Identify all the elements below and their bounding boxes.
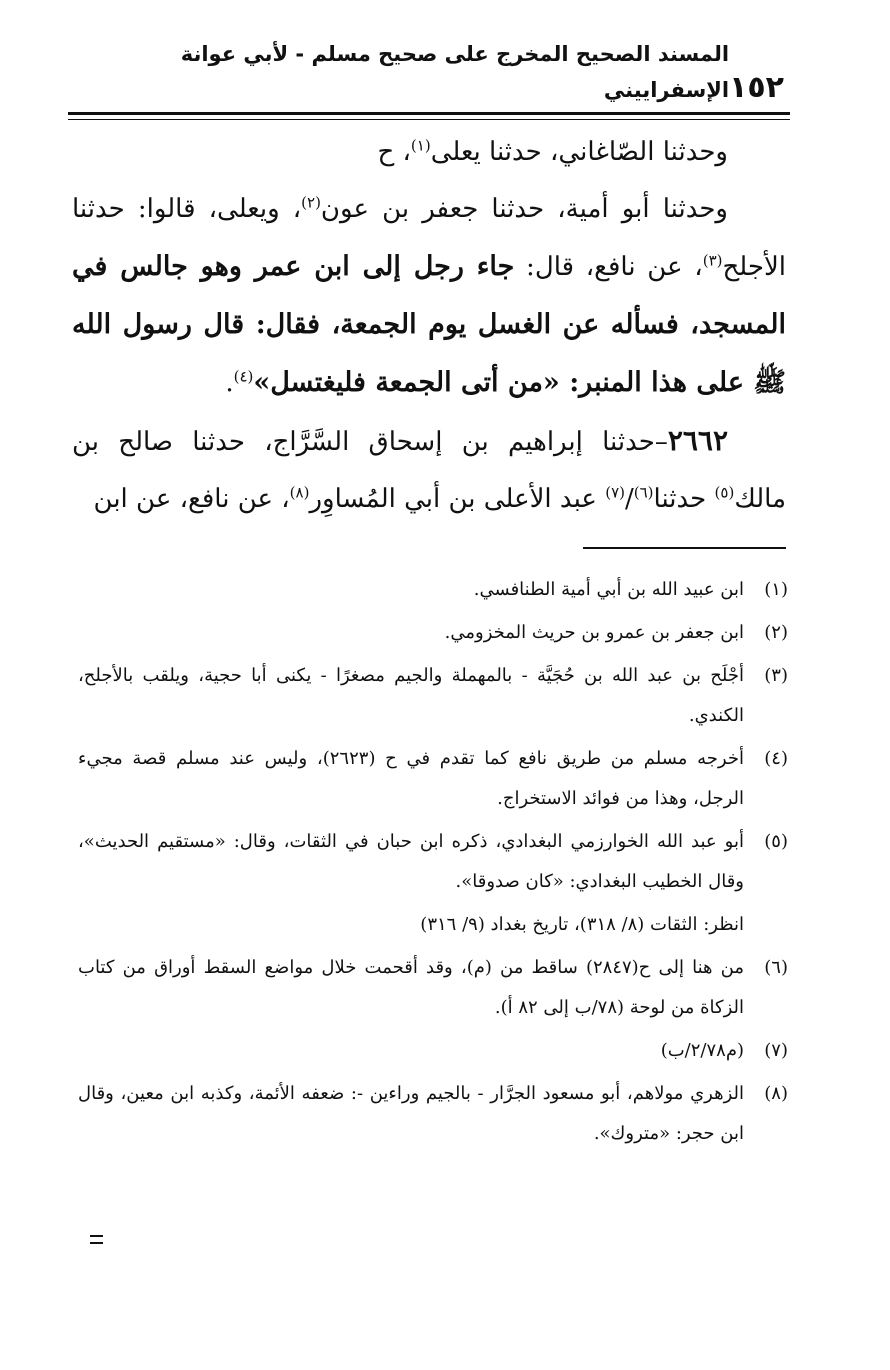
footnote-number: (٧) <box>764 1040 788 1061</box>
text-run: وحدثنا الصّاغاني، حدثنا يعلى <box>430 137 728 167</box>
footnote-text: أخرجه مسلم من طريق نافع كما تقدم في ح (٢٦٢٣)، وليس عند مسلم قصة مجيء الرجل، وهذا من فوائد الاستخراج. <box>78 748 744 809</box>
paragraph-1 <box>72 124 786 181</box>
text-run: / <box>624 484 634 514</box>
footnote-2 <box>78 613 788 653</box>
page-number: ١٥٢ <box>729 70 784 105</box>
footnote-ref-2[interactable]: (٢) <box>301 193 321 212</box>
footnote-1 <box>78 570 788 610</box>
footnote-number: (٦) <box>764 957 788 978</box>
footnote-text: أبو عبد الله الخوارزمي البغدادي، ذكره ابن حبان في الثقات، وقال: «مستقيم الحديث»، وقال الخطيب البغدادي: «كان صدوقا». <box>78 831 744 892</box>
hadith-number: ٢٦٦٢ <box>667 424 728 457</box>
footnote-text: من هنا إلى ح(٢٨٤٧) ساقط من (م)، وقد أقحمت خلال مواضع السقط أوراق من كتاب الزكاة من لوحة (٧٨/ب إلى ٨٢ أ). <box>78 957 744 1018</box>
paragraph-2 <box>72 181 786 412</box>
text-run: –حدثنا إبراهيم بن إسحاق السَّرَّاج، حدثنا صالح بن مالك <box>72 427 786 514</box>
hadith-text: جاء رجل إلى ابن عمر وهو جالس في المسجد، فسأله عن الغسل يوم الجمعة، فقال: قال رسول الله ﷺ على هذا المنبر: «من أتى الجمعة فليغتسل» <box>72 251 786 398</box>
footnote-ref-4[interactable]: (٤) <box>233 367 254 386</box>
footnote-5-reference: انظر: الثقات (٨/ ٣١٨)، تاريخ بغداد (٩/ ٣١٦) <box>420 914 744 935</box>
footnotes <box>78 570 788 1157</box>
footnote-ref-5[interactable]: (٥) <box>714 483 735 502</box>
footnote-number: (١) <box>764 579 788 600</box>
running-title: المسند الصحيح المخرج على صحيح مسلم - لأبي عوانة الإسفراييني <box>180 42 730 102</box>
text-run: . <box>225 368 234 398</box>
text-run: عبد الأعلى بن أبي المُساوِر <box>309 484 606 514</box>
footnote-separator <box>583 547 786 549</box>
paragraph-3 <box>72 412 786 528</box>
page-header <box>70 42 790 108</box>
header-rule-thick <box>68 112 790 115</box>
footnote-7 <box>78 1031 788 1071</box>
footnote-number: (٣) <box>764 665 788 686</box>
end-mark <box>90 1235 103 1244</box>
text-run: ، عن نافع، قال: <box>514 252 703 282</box>
footnote-text: (م٢/٧٨/ب) <box>660 1040 744 1061</box>
footnote-ref-3[interactable]: (٣) <box>702 251 723 270</box>
footnote-text: ابن عبيد الله بن أبي أمية الطنافسي. <box>473 579 744 600</box>
footnote-ref-1[interactable]: (١) <box>410 136 431 155</box>
text-run: ، ح <box>377 137 411 167</box>
footnote-ref-6[interactable]: (٦) <box>633 483 654 502</box>
text-run: ، ويعلى، قالوا: حدثنا الأجلح <box>72 194 786 282</box>
footnote-6 <box>78 948 788 1028</box>
footnote-3 <box>78 656 788 736</box>
footnote-8 <box>78 1074 788 1154</box>
footnote-number: (٨) <box>764 1083 788 1104</box>
footnote-5 <box>78 822 788 902</box>
text-run: حدثنا <box>653 484 715 514</box>
text-run: ، عن نافع، عن ابن <box>93 484 290 514</box>
footnote-text: ابن جعفر بن عمرو بن حريث المخزومي. <box>444 622 744 643</box>
footnote-number: (٤) <box>764 748 788 769</box>
footnote-ref-8[interactable]: (٨) <box>289 483 310 502</box>
footnote-text: الزهري مولاهم، أبو مسعود الجرَّار - بالجيم وراءين -: ضعفه الأئمة، وكذبه ابن معين، وقال ابن حجر: «متروك». <box>78 1083 744 1144</box>
footnote-text: أجْلَح بن عبد الله بن حُجَيَّة - بالمهملة والجيم مصغرًا - يكنى أبا حجية، ويلقب بالأجلح، الكندي. <box>78 665 744 726</box>
main-text <box>72 124 786 528</box>
footnote-ref-7[interactable]: (٧) <box>605 483 625 502</box>
text-run: وحدثنا أبو أمية، حدثنا جعفر بن عون <box>320 194 728 224</box>
footnote-number: (٢) <box>764 622 788 643</box>
footnote-4 <box>78 739 788 819</box>
header-rule-thin <box>68 119 790 120</box>
footnote-number: (٥) <box>764 831 788 852</box>
